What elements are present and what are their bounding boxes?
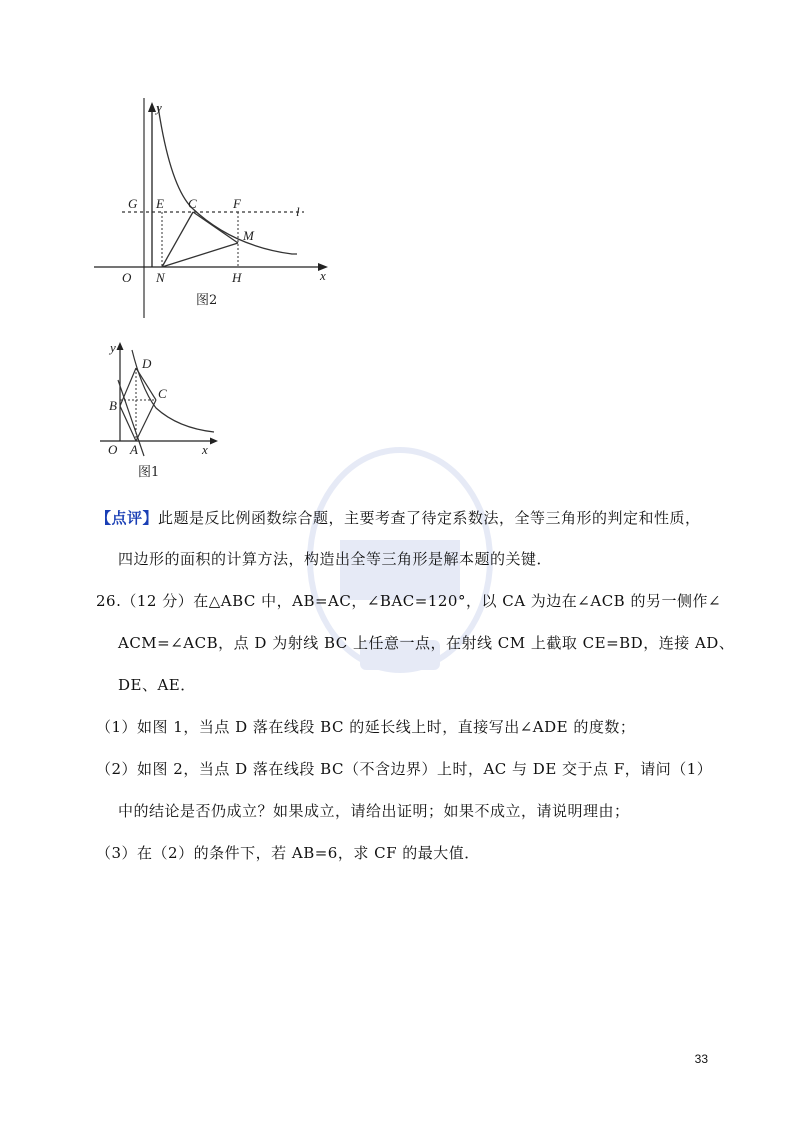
label-x: x	[202, 442, 208, 457]
label-M: M	[243, 228, 254, 243]
label-N: N	[156, 270, 165, 285]
figure-1	[98, 338, 228, 488]
label-H: H	[232, 270, 242, 285]
label-y: y	[110, 340, 116, 355]
figure-2-caption: 图2	[196, 293, 218, 308]
label-l: l	[296, 204, 300, 219]
comment-tag: 【点评】	[96, 509, 159, 527]
problem-line-1: 26.（12 分）在△ABC 中，AB=AC，∠BAC=120°，以 CA 为边在∠ACB 的另一侧作∠	[96, 592, 722, 610]
label-A: A	[130, 442, 138, 457]
comment-text-1: 此题是反比例函数综合题，主要考查了待定系数法，全等三角形的判定和性质，	[158, 509, 701, 527]
question-3: （3）在（2）的条件下，若 AB=6，求 CF 的最大值．	[96, 844, 480, 862]
label-E: E	[156, 196, 164, 211]
label-O: O	[122, 270, 132, 285]
problem-line-2: ACM=∠ACB，点 D 为射线 BC 上任意一点，在射线 CM 上截取 CE=BD，连接 AD、	[118, 634, 735, 652]
label-G: G	[128, 196, 138, 211]
comment-line-2: 四边形的面积的计算方法，构造出全等三角形是解本题的关键．	[118, 550, 553, 568]
label-C: C	[188, 196, 197, 211]
question-2-line-2: 中的结论是否仍成立？如果成立，请给出证明；如果不成立，请说明理由；	[118, 802, 630, 820]
label-D: D	[142, 356, 152, 371]
comment-line-1	[96, 507, 701, 529]
problem-line-3: DE、AE．	[118, 676, 196, 694]
label-O: O	[108, 442, 118, 457]
figure-2	[92, 96, 342, 321]
page-number: 33	[694, 1052, 708, 1066]
figure-1-caption: 图1	[138, 465, 160, 480]
watermark-logo	[300, 440, 500, 700]
label-x: x	[320, 268, 326, 283]
label-B: B	[109, 398, 117, 413]
question-1: （1）如图 1，当点 D 落在线段 BC 的延长线上时，直接写出∠ADE 的度数；	[96, 718, 636, 736]
label-C: C	[158, 386, 167, 401]
question-2-line-1: （2）如图 2，当点 D 落在线段 BC（不含边界）上时，AC 与 DE 交于点 F，请问（1）	[96, 760, 713, 778]
label-y: y	[156, 100, 162, 115]
label-F: F	[233, 196, 241, 211]
